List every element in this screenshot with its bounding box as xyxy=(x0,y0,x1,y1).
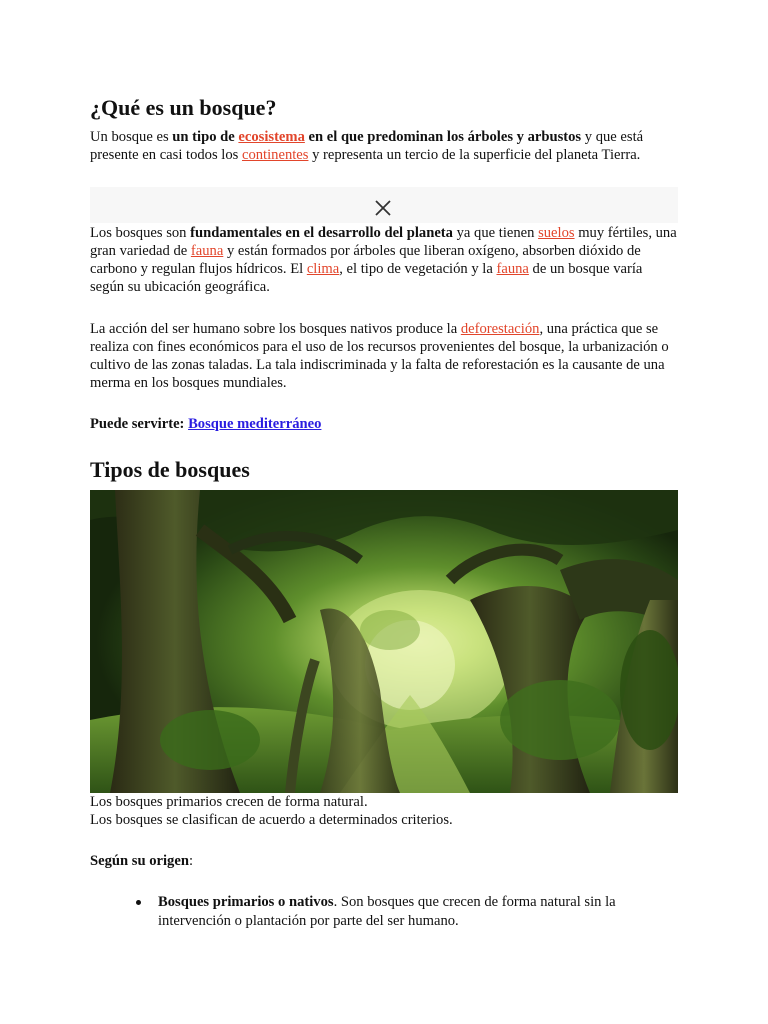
paragraph-importance xyxy=(90,224,680,296)
link-fauna[interactable]: fauna xyxy=(190,243,224,259)
intro-bold-2: en el que predominan los árboles y arbustos xyxy=(304,129,582,145)
p2-text-2: ya que tienen xyxy=(452,225,539,241)
related-label: Puede servirte: xyxy=(90,416,189,432)
p3-text-1: La acción del ser humano sobre los bosques nativos produce la xyxy=(90,321,461,337)
origin-heading xyxy=(90,852,680,870)
photo-caption: Los bosques primarios crecen de forma natural. xyxy=(90,794,368,810)
p2-text-1: Los bosques son xyxy=(90,225,191,241)
link-suelos[interactable]: suelos xyxy=(538,225,575,241)
link-fauna-2[interactable]: fauna xyxy=(496,261,529,277)
link-ecosistema[interactable]: ecosistema xyxy=(238,129,305,145)
p2-text-3: muy fértiles, una gran variedad de xyxy=(90,225,677,259)
paragraph-deforestation xyxy=(90,320,680,392)
intro-text-1: Un bosque es xyxy=(90,129,173,145)
related-link-paragraph xyxy=(90,415,680,433)
link-clima[interactable]: clima xyxy=(306,261,340,277)
page-title: ¿Qué es un bosque? xyxy=(90,95,277,120)
p3-text-2: , una práctica que se realiza con fines económicos para el uso de los recursos provenientes del bosque, la urbanización o cultivo de las zonas taladas. La tala indiscriminada y la falta de reforestación es la causante de una merma en los bosques mundiales. xyxy=(90,321,669,391)
forest-photo xyxy=(90,490,678,793)
list-item-text: . Son bosques que crecen de forma natural sin la intervención o plantación por parte del ser humano. xyxy=(158,894,616,929)
close-icon[interactable] xyxy=(374,199,392,217)
intro-paragraph xyxy=(90,128,680,164)
list-item xyxy=(158,893,678,931)
p2-bold-1: fundamentales en el desarrollo del planeta xyxy=(190,225,453,241)
bullet-icon xyxy=(136,900,141,905)
ad-banner xyxy=(90,187,678,223)
list-item-term: Bosques primarios o nativos xyxy=(158,894,334,910)
classification-sentence: Los bosques se clasifican de acuerdo a determinados criterios. xyxy=(90,812,453,828)
p2-text-5: , el tipo de vegetación y la xyxy=(339,261,497,277)
origin-label: Según su origen xyxy=(90,853,189,869)
intro-text-2: y que está presente en casi todos los xyxy=(90,129,644,163)
intro-bold-1: un tipo de xyxy=(172,129,239,145)
p2-text-4: y están formados por árboles que liberan oxígeno, absorben dióxido de carbono y regulan flujos hídricos. El xyxy=(90,243,641,277)
origin-colon: : xyxy=(188,853,193,869)
link-continentes[interactable]: continentes xyxy=(241,147,309,163)
p2-text-6: de un bosque varía según su ubicación geográfica. xyxy=(90,261,643,295)
intro-text-3: y representa un tercio de la superficie del planeta Tierra. xyxy=(308,147,641,163)
section-title: Tipos de bosques xyxy=(90,457,250,482)
forest-types-list xyxy=(90,893,678,931)
link-deforestacion[interactable]: deforestación xyxy=(460,321,540,337)
link-bosque-mediterraneo[interactable]: Bosque mediterráneo xyxy=(188,416,322,432)
